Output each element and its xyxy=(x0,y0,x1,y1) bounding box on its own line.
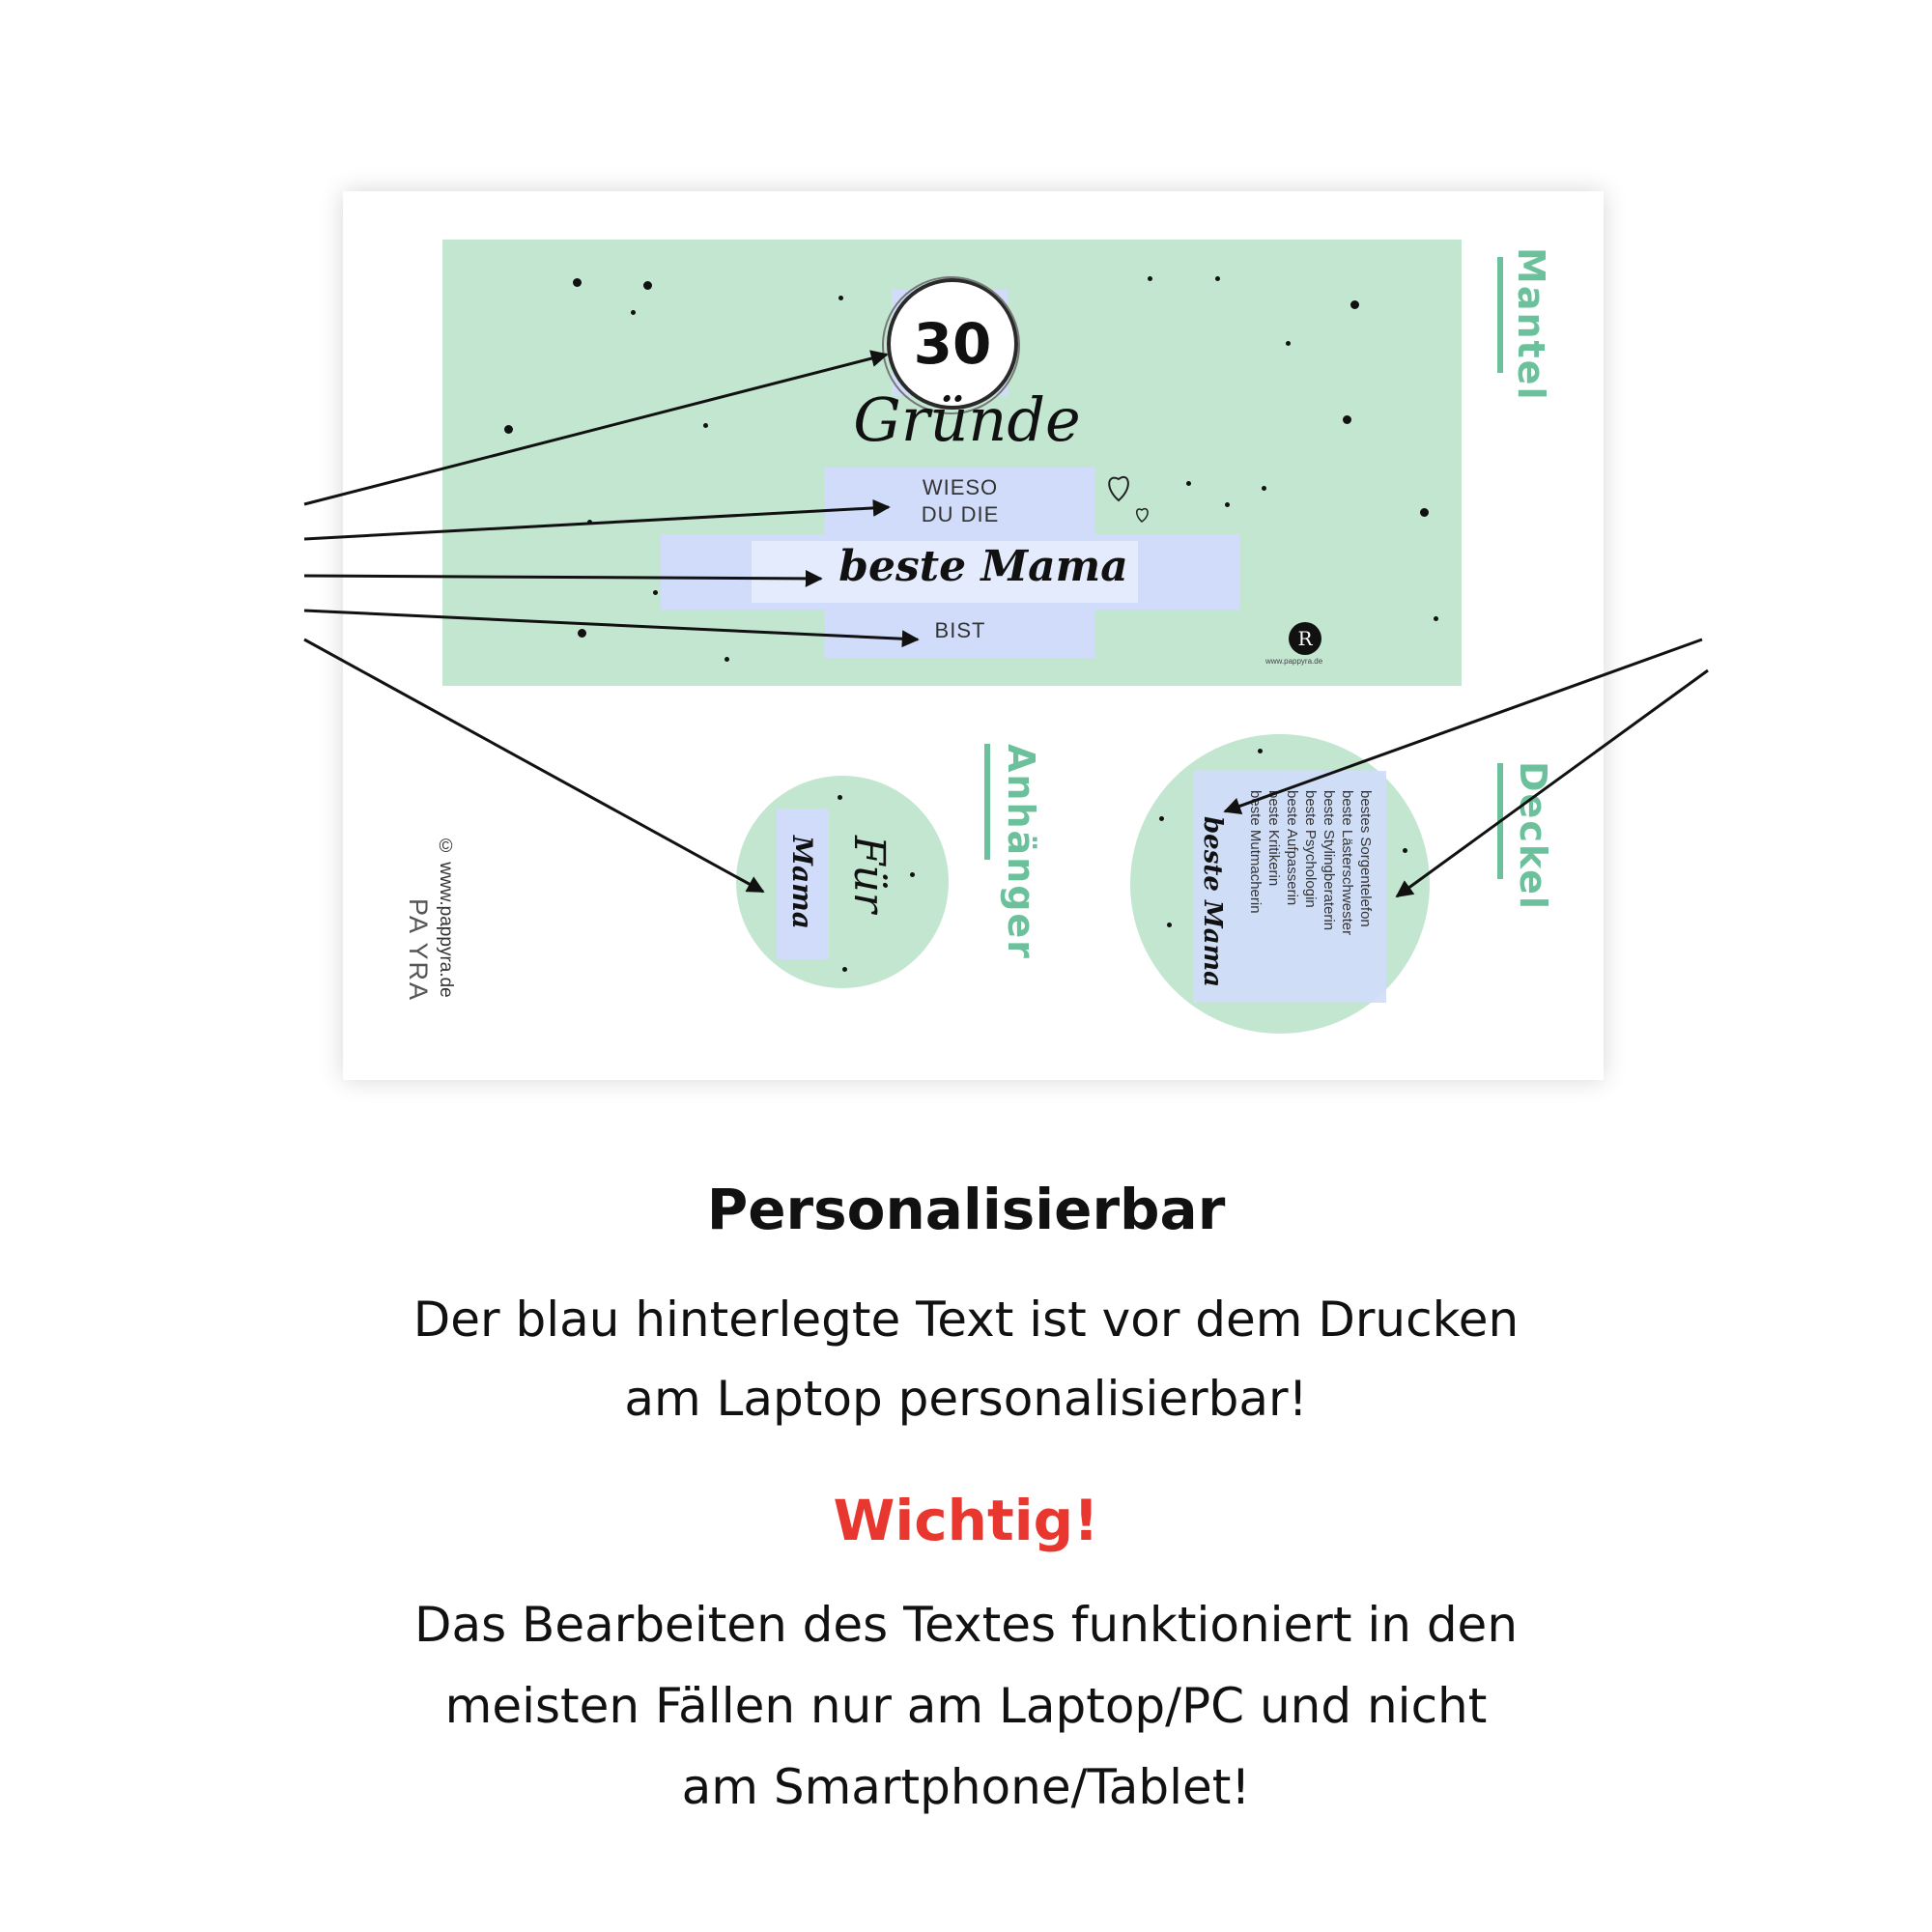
list-item[interactable]: bestes Sorgentelefon xyxy=(1357,790,1374,927)
list-item[interactable]: beste Mutmacherin xyxy=(1247,790,1264,914)
brand-logo-icon: R xyxy=(1289,622,1321,655)
intro-line-2[interactable]: DU DIE xyxy=(921,502,1000,526)
arrow-to-number xyxy=(304,355,887,504)
info-body-2-line: Das Bearbeiten des Textes funktioniert in den xyxy=(413,1597,1519,1653)
info-body-1-line: Der blau hinterlegte Text ist vor dem Drucken xyxy=(412,1292,1520,1348)
copyright-text: © www.pappyra.de xyxy=(436,837,456,998)
brand-wordmark: PA YRA xyxy=(404,898,433,1003)
anhaenger-script: Für xyxy=(844,836,894,913)
deckel-name[interactable]: beste Mama xyxy=(1198,816,1227,987)
info-body-1 xyxy=(0,1280,1932,1438)
mantel-label: Mantel xyxy=(1510,247,1552,402)
anhaenger-label: Anhänger xyxy=(1000,744,1042,960)
intro-line-1[interactable]: WIESO xyxy=(922,475,999,499)
outro-line[interactable]: BIST xyxy=(934,618,986,642)
arrow-to-name xyxy=(304,576,821,579)
arrow-to-intro xyxy=(304,507,889,539)
list-item[interactable]: beste Aufpasserin xyxy=(1284,790,1300,906)
info-heading: Personalisierbar xyxy=(706,1177,1226,1242)
name-highlight-text[interactable]: beste Mama xyxy=(838,542,1128,591)
arrow-to-outro xyxy=(304,611,918,639)
script-title: Gründe xyxy=(853,384,1081,455)
arrow-to-deckel-list xyxy=(1397,670,1708,896)
right-arrows xyxy=(1225,639,1708,896)
info-body-2 xyxy=(0,1584,1932,1828)
arrow-to-anhaenger xyxy=(304,639,763,892)
info-body-1-line: am Laptop personalisierbar! xyxy=(624,1371,1308,1427)
logo-url: www.pappyra.de xyxy=(1265,657,1323,666)
list-item[interactable]: beste Lästerschwester xyxy=(1339,790,1355,936)
list-item[interactable]: beste Stylingberaterin xyxy=(1321,790,1337,931)
left-arrows xyxy=(304,355,918,892)
list-item[interactable]: beste Psychologin xyxy=(1302,790,1319,908)
list-item[interactable]: beste Kritikerin xyxy=(1265,790,1282,887)
important-heading: Wichtig! xyxy=(833,1488,1099,1553)
deckel-label: Deckel xyxy=(1512,761,1554,911)
anhaenger-name[interactable]: Mama xyxy=(786,836,818,929)
info-body-2-line: meisten Fällen nur am Laptop/PC und nicht xyxy=(444,1678,1488,1734)
info-body-2-line: am Smartphone/Tablet! xyxy=(681,1759,1251,1815)
number-text[interactable]: 30 xyxy=(913,311,992,377)
